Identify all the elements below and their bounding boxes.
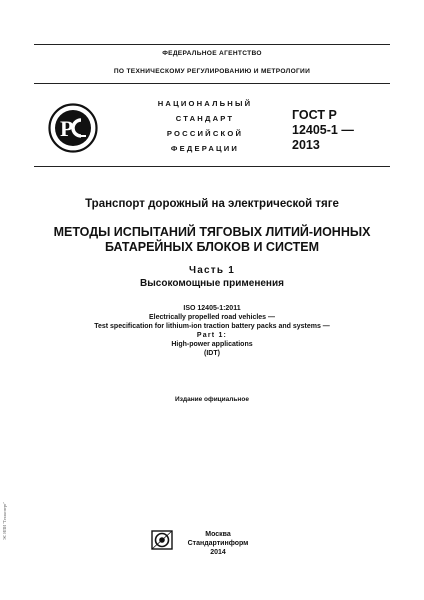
publisher-city: Москва (205, 531, 231, 538)
iso-block (0, 304, 424, 358)
publisher-year: 2014 (210, 549, 226, 556)
main-title (0, 225, 424, 255)
iso-part-name: High-power applications (171, 341, 253, 348)
status-line-4: ФЕДЕРАЦИИ (170, 144, 240, 153)
main-title-line-2: БАТАРЕЙНЫХ БЛОКОВ И СИСТЕМ (104, 240, 320, 254)
standartinform-logo-icon (151, 530, 173, 550)
designation-line-2: 12405-1 — (292, 123, 354, 137)
iso-title-line-1: Electrically propelled road vehicles — (148, 314, 276, 321)
standard-status (140, 96, 270, 156)
publisher-block (178, 530, 258, 557)
iso-title-line-2: Test specification for lithium-ion traction battery packs and systems — (94, 323, 330, 330)
iso-part: Part 1: (196, 332, 228, 339)
top-rule (34, 44, 390, 45)
agency-line-2: ПО ТЕХНИЧЕСКОМУ РЕГУЛИРОВАНИЮ И МЕТРОЛОГИИ (113, 68, 311, 75)
part-name: Высокомощные применения (140, 278, 284, 289)
svg-text:P: P (60, 116, 74, 141)
part-label: Часть 1 (189, 265, 235, 276)
designation-line-1: ГОСТ Р (292, 108, 337, 122)
designation-line-3: 2013 (292, 138, 320, 152)
edition-label: Издание официальное (175, 396, 249, 403)
main-title-line-1: МЕТОДЫ ИСПЫТАНИЙ ТЯГОВЫХ ЛИТИЙ-ИОННЫХ (53, 225, 371, 239)
header-rule (34, 83, 390, 84)
iso-idt: (IDT) (204, 350, 220, 357)
iso-number: ISO 12405-1:2011 (183, 305, 241, 312)
status-line-2: СТАНДАРТ (175, 114, 235, 123)
status-line-1: НАЦИОНАЛЬНЫЙ (157, 99, 253, 108)
sidebar-watermark: ЭС НПИ "Техэксперт" (2, 501, 7, 540)
topic-title: Транспорт дорожный на электрической тяге (85, 198, 339, 210)
gost-r-logo-icon (48, 103, 98, 153)
publisher-name: Стандартинформ (187, 540, 249, 547)
standard-designation (292, 108, 354, 153)
agency-line-1: ФЕДЕРАЛЬНОЕ АГЕНТСТВО (162, 50, 262, 57)
status-line-3: РОССИЙСКОЙ (166, 129, 244, 138)
designation-rule (34, 166, 390, 167)
